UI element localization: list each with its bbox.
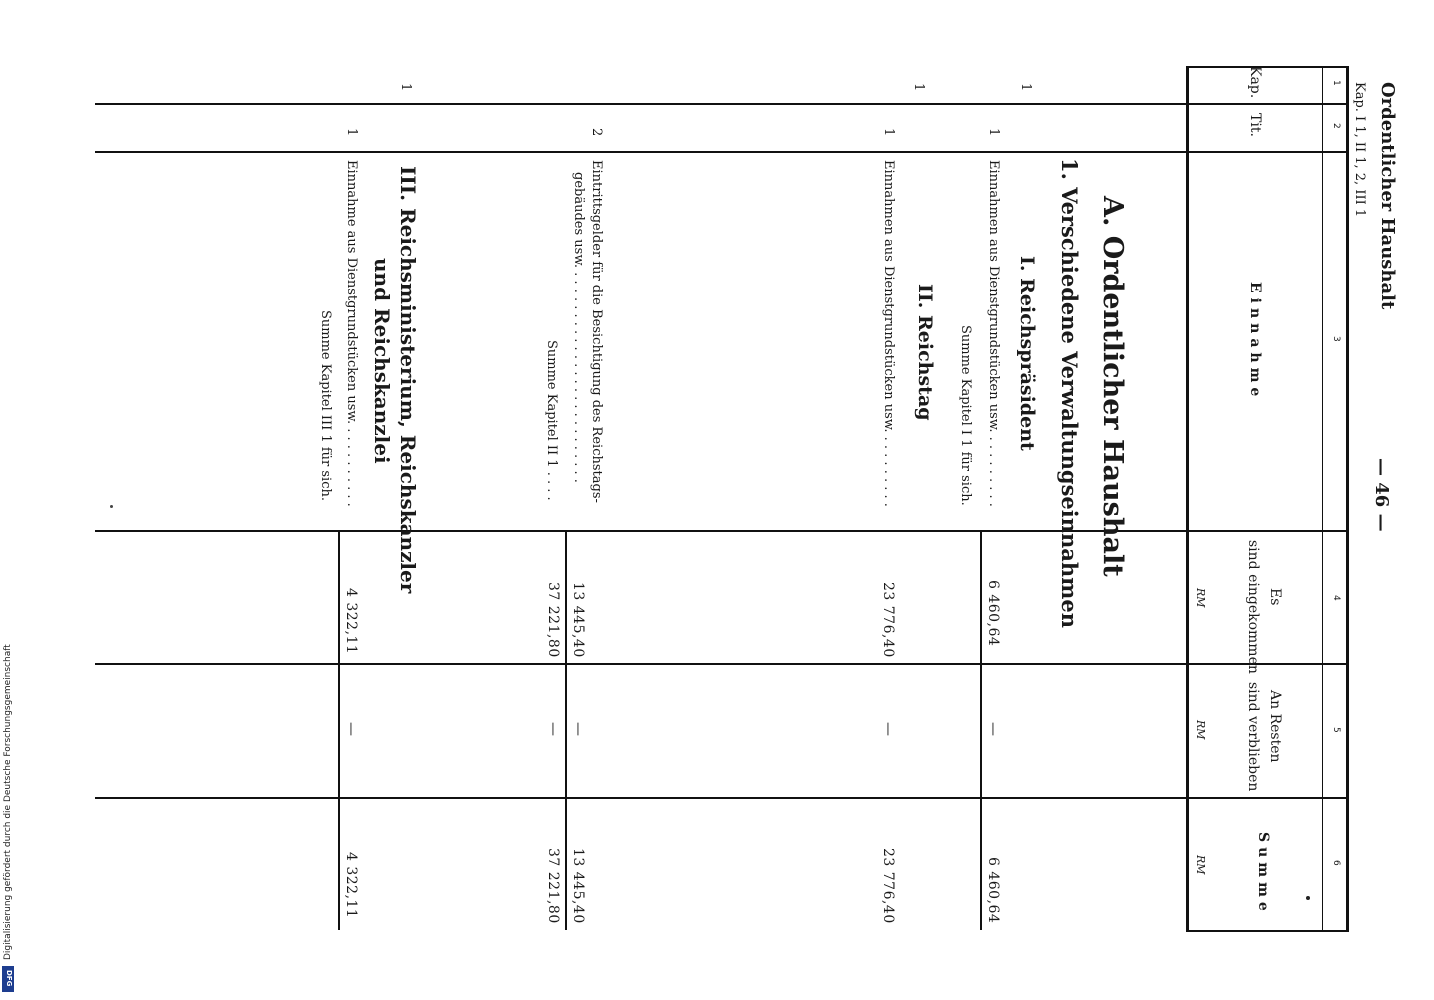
row-5-summe: 4 322,11 bbox=[343, 852, 359, 919]
section-III-title-l1: III. Reichsministerium, Reichskanzler bbox=[396, 166, 420, 594]
row-5-reste: — bbox=[343, 722, 359, 737]
rule-left-top bbox=[1188, 66, 1348, 68]
row-2-kap: 1 bbox=[911, 83, 926, 92]
row-4-text: Summe Kapitel II 1 . . . . bbox=[544, 340, 559, 501]
header-col4-line1: Es bbox=[1267, 588, 1283, 606]
row-3-text-l1: Eintrittsgelder für die Besichtigung des Reichstags- bbox=[589, 160, 604, 503]
running-title: Ordentlicher Haushalt bbox=[1377, 82, 1398, 310]
col-number-2: 2 bbox=[1331, 123, 1341, 129]
header-col4-line2: sind eingekommen bbox=[1245, 540, 1261, 674]
rule-header-col-nums bbox=[1322, 66, 1323, 932]
row-5-eingekommen: 4 322,11 bbox=[343, 588, 359, 655]
header-col6: Summe bbox=[1255, 832, 1271, 916]
row-5-text: Einnahme aus Dienstgrundstücken usw. . . . . . . . . . . bbox=[344, 160, 359, 507]
row-3-eingekommen: 13 445,40 bbox=[570, 582, 586, 658]
header-col5-line1: An Resten bbox=[1267, 690, 1283, 763]
row-0-text: Einnahmen aus Dienstgrundstücken usw. . . . . . . . . . bbox=[986, 160, 1001, 507]
rule-header-top bbox=[1346, 66, 1349, 932]
rule-kap-tit bbox=[95, 151, 1348, 153]
scan-speck bbox=[110, 505, 113, 508]
row-2-tit: 1 bbox=[881, 128, 896, 137]
rule-col5-col6 bbox=[95, 797, 1348, 799]
row-0-summe: 6 460,64 bbox=[985, 857, 1001, 924]
row-3-reste: — bbox=[570, 722, 586, 737]
row-1-text: Summe Kapitel I 1 für sich. bbox=[958, 325, 973, 506]
col-number-4: 4 bbox=[1331, 595, 1341, 601]
col-number-6: 6 bbox=[1331, 860, 1341, 866]
row-5-kap: 1 bbox=[398, 83, 413, 92]
header-einnahme: Einnahme bbox=[1247, 282, 1263, 402]
header-col4-unit: RM bbox=[1194, 588, 1207, 608]
rule-bottom bbox=[1188, 930, 1348, 932]
kap-range: Kap. I 1, II 1, 2, III 1 bbox=[1352, 82, 1367, 218]
rule-header-end bbox=[1186, 66, 1189, 932]
col-number-5: 5 bbox=[1331, 727, 1341, 733]
header-col5-unit: RM bbox=[1194, 720, 1207, 740]
rule-top bbox=[95, 103, 1348, 105]
row-6-text: Summe Kapitel III 1 für sich. bbox=[318, 310, 333, 501]
funding-note: Digitalisierung gefördert durch die Deutsche Forschungsgemeinschaft bbox=[3, 644, 13, 960]
section-a-title: A. Ordentlicher Haushalt bbox=[1097, 196, 1128, 577]
row-2-reste: — bbox=[880, 722, 896, 737]
page-number: — 46 — bbox=[1371, 458, 1392, 532]
row-4-summe: 37 221,80 bbox=[545, 848, 561, 924]
dfg-logo bbox=[2, 966, 14, 992]
section-1-title: 1. Verschiedene Verwaltungseinnahmen bbox=[1057, 158, 1082, 629]
row-4-eingekommen: 37 221,80 bbox=[545, 582, 561, 658]
section-I-title: I. Reichspräsident bbox=[1016, 256, 1038, 451]
row-2-summe: 23 776,40 bbox=[880, 848, 896, 924]
section-II-title: II. Reichstag bbox=[914, 284, 936, 421]
row-4-reste: — bbox=[545, 722, 561, 737]
scan-speck bbox=[1306, 896, 1310, 900]
rule-sum-III bbox=[338, 530, 340, 930]
row-5-tit: 1 bbox=[344, 128, 359, 137]
row-0-reste: — bbox=[985, 722, 1001, 737]
rule-sum-I bbox=[980, 530, 982, 930]
row-3-summe: 13 445,40 bbox=[570, 848, 586, 924]
row-2-text: Einnahmen aus Dienstgrundstücken usw. . . . . . . . . . bbox=[881, 160, 896, 507]
col-number-3: 3 bbox=[1331, 336, 1341, 342]
header-col5-line2: sind verblieben bbox=[1245, 682, 1261, 792]
row-0-kap: 1 bbox=[1018, 83, 1033, 92]
header-col6-unit: RM bbox=[1194, 855, 1207, 875]
row-0-eingekommen: 6 460,64 bbox=[985, 580, 1001, 647]
row-0-tit: 1 bbox=[986, 128, 1001, 137]
section-III-title-l2: und Reichskanzlei bbox=[370, 258, 394, 464]
col-number-1: 1 bbox=[1331, 80, 1341, 86]
rule-col4-col5 bbox=[95, 663, 1348, 665]
dfg-logo-text: DFG bbox=[5, 970, 13, 987]
rule-sum-II bbox=[565, 530, 567, 930]
row-3-text-l2: gebäudes usw. . . . . . . . . . . . . . . . . . . . . . . . . . . bbox=[571, 172, 586, 483]
header-tit: Tit. bbox=[1247, 113, 1263, 137]
header-kap: Kap. bbox=[1247, 66, 1263, 99]
row-3-tit: 2 bbox=[589, 128, 604, 137]
rule-text-amount bbox=[95, 530, 1348, 532]
row-2-eingekommen: 23 776,40 bbox=[880, 582, 896, 658]
